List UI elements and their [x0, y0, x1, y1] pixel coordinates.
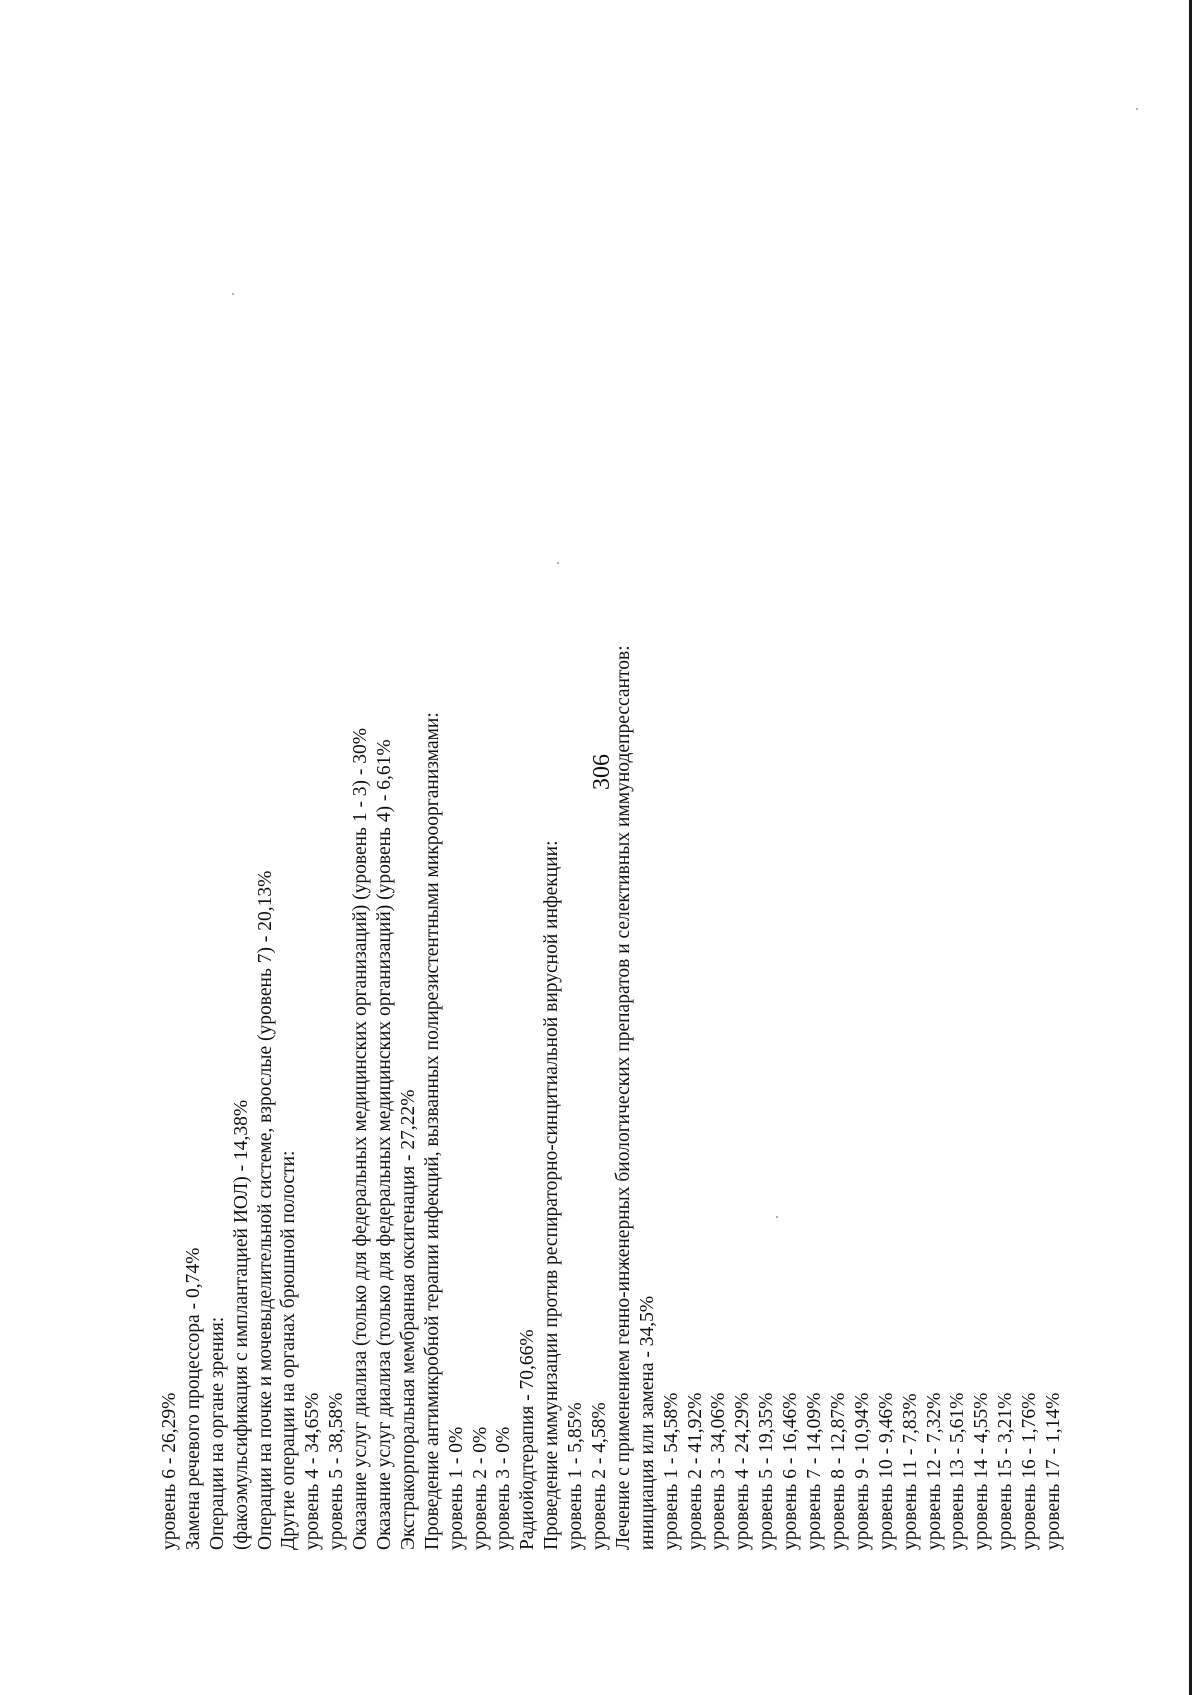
- text-line: уровень 1 - 0%: [445, 1426, 467, 1550]
- text-line: уровень 3 - 34,06%: [708, 1392, 730, 1550]
- text-line: Радиойодтерапия - 70,66%: [517, 1329, 539, 1550]
- text-lines: [158, 100, 1066, 1550]
- text-line: уровень 16 - 1,76%: [1019, 1392, 1041, 1550]
- text-line: уровень 2 - 4,58%: [589, 1402, 611, 1550]
- text-line: уровень 10 - 9,46%: [875, 1392, 897, 1550]
- text-line: уровень 17 - 1,14%: [1042, 1392, 1064, 1550]
- text-line: Замена речевого процессора - 0,74%: [182, 1247, 204, 1550]
- text-line: уровень 12 - 7,32%: [923, 1392, 945, 1550]
- text-line: Операции на почке и мочевыделительной системе, взрослые (уровень 7) - 20,13%: [254, 870, 276, 1550]
- text-line: Проведение иммунизации против респираторно-синцитиальной вирусной инфекции:: [541, 840, 563, 1550]
- text-line: Другие операции на органах брюшной полости:: [278, 1150, 300, 1550]
- text-line: уровень 1 - 5,85%: [565, 1402, 587, 1550]
- text-line: Экстракорпоральная мембранная оксигенация - 27,22%: [397, 1089, 419, 1550]
- scan-speck: [1136, 108, 1138, 110]
- text-line: инициация или замена - 34,5%: [636, 1295, 658, 1550]
- text-line: уровень 1 - 54,58%: [660, 1392, 682, 1550]
- text-line: уровень 4 - 34,65%: [302, 1392, 324, 1550]
- scan-edge-line: [1189, 0, 1192, 1695]
- text-line: уровень 14 - 4,55%: [971, 1392, 993, 1550]
- text-line: (факоэмульсификация с имплантацией ИОЛ) - 14,38%: [230, 1099, 252, 1550]
- text-line: Оказание услуг диализа (только для федеральных медицинских организаций) (уровень 1 - 3) - 30%: [350, 727, 372, 1550]
- text-line: уровень 6 - 16,46%: [780, 1392, 802, 1550]
- text-line: уровень 13 - 5,61%: [947, 1392, 969, 1550]
- text-line: уровень 3 - 0%: [493, 1426, 515, 1550]
- text-line: уровень 8 - 12,87%: [827, 1392, 849, 1550]
- text-line: уровень 4 - 24,29%: [732, 1392, 754, 1550]
- text-line: уровень 5 - 19,35%: [756, 1392, 778, 1550]
- text-line: уровень 2 - 0%: [469, 1426, 491, 1550]
- text-line: Проведение антимикробной терапии инфекций, вызванных полирезистентными микроорганизмами:: [421, 712, 443, 1550]
- text-line: уровень 9 - 10,94%: [851, 1392, 873, 1550]
- text-line: Операции на органе зрения:: [206, 1316, 228, 1550]
- text-line: уровень 5 - 38,58%: [326, 1392, 348, 1550]
- text-line: Лечение с применением генно-инженерных биологических препаратов и селективных иммунодепрессантов:: [612, 645, 634, 1550]
- page-number: 306: [589, 754, 615, 790]
- text-line: уровень 7 - 14,09%: [804, 1392, 826, 1550]
- text-line: уровень 2 - 41,92%: [684, 1392, 706, 1550]
- text-line: Оказание услуг диализа (только для федеральных медицинских организаций) (уровень 4) - 6,61%: [374, 739, 396, 1550]
- text-line: уровень 15 - 3,21%: [995, 1392, 1017, 1550]
- text-line: уровень 11 - 7,83%: [899, 1393, 921, 1550]
- text-line: уровень 6 - 26,29%: [159, 1392, 180, 1550]
